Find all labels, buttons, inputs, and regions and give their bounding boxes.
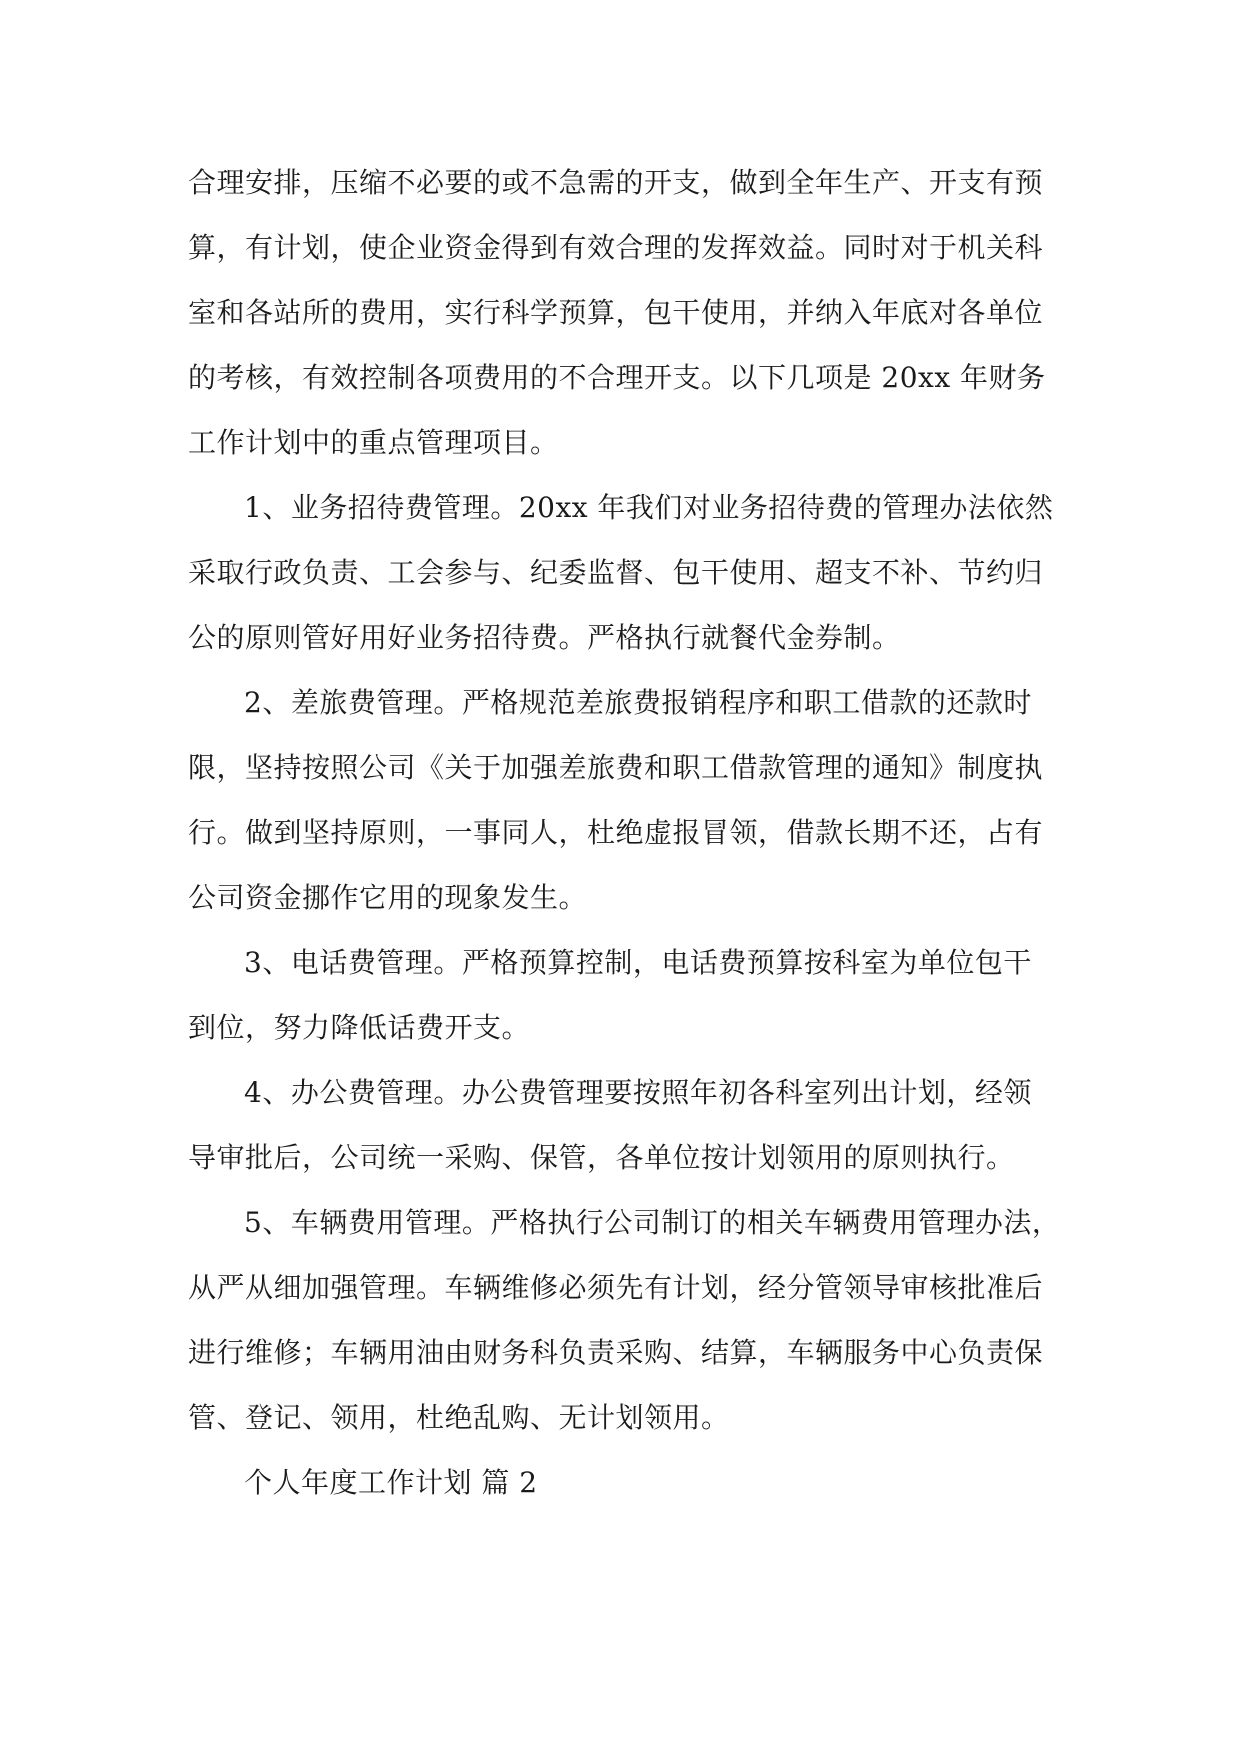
text-line: 导审批后，公司统一采购、保管，各单位按计划领用的原则执行。 [188,1141,1015,1174]
paragraph-item-4 [188,1060,1056,1190]
paragraph-intro [188,150,1056,475]
text-line: 公司资金挪作它用的现象发生。 [188,881,588,914]
text-line: 管、登记、领用，杜绝乱购、无计划领用。 [188,1401,730,1434]
text-line: 3、电话费管理。严格预算控制，电话费预算按科室为单位包干 [244,946,1032,979]
paragraph-item-2 [188,670,1056,930]
text-line: 采取行政负责、工会参与、纪委监督、包干使用、超支不补、节约归 [188,556,1044,589]
text-line: 合理安排，压缩不必要的或不急需的开支，做到全年生产、开支有预 [188,166,1044,199]
document-body [188,150,1061,1515]
text-line: 限，坚持按照公司《关于加强差旅费和职工借款管理的通知》制度执 [188,751,1044,784]
text-line: 进行维修；车辆用油由财务科负责采购、结算，车辆服务中心负责保 [188,1336,1044,1369]
text-line: 工作计划中的重点管理项目。 [188,426,559,459]
text-line: 5、车辆费用管理。严格执行公司制订的相关车辆费用管理办法， [244,1206,1061,1239]
text-line: 行。做到坚持原则，一事同人，杜绝虚报冒领，借款长期不还，占有 [188,816,1044,849]
text-line: 从严从细加强管理。车辆维修必须先有计划，经分管领导审核批准后 [188,1271,1044,1304]
text-line: 1、业务招待费管理。20xx 年我们对业务招待费的管理办法依然 [244,491,1054,524]
text-line: 2、差旅费管理。严格规范差旅费报销程序和职工借款的还款时 [244,686,1032,719]
text-line: 室和各站所的费用，实行科学预算，包干使用，并纳入年底对各单位 [188,296,1044,329]
text-line: 的考核，有效控制各项费用的不合理开支。以下几项是 20xx 年财务 [188,361,1046,394]
text-line: 算，有计划，使企业资金得到有效合理的发挥效益。同时对于机关科 [188,231,1044,264]
text-line: 公的原则管好用好业务招待费。严格执行就餐代金券制。 [188,621,901,654]
text-line: 到位，努力降低话费开支。 [188,1011,531,1044]
paragraph-item-1 [188,475,1056,670]
paragraph-item-3 [188,930,1056,1060]
paragraph-item-5 [188,1190,1061,1450]
text-line: 4、办公费管理。办公费管理要按照年初各科室列出计划，经领 [244,1076,1032,1109]
section-heading: 个人年度工作计划 篇 2 [244,1466,538,1499]
